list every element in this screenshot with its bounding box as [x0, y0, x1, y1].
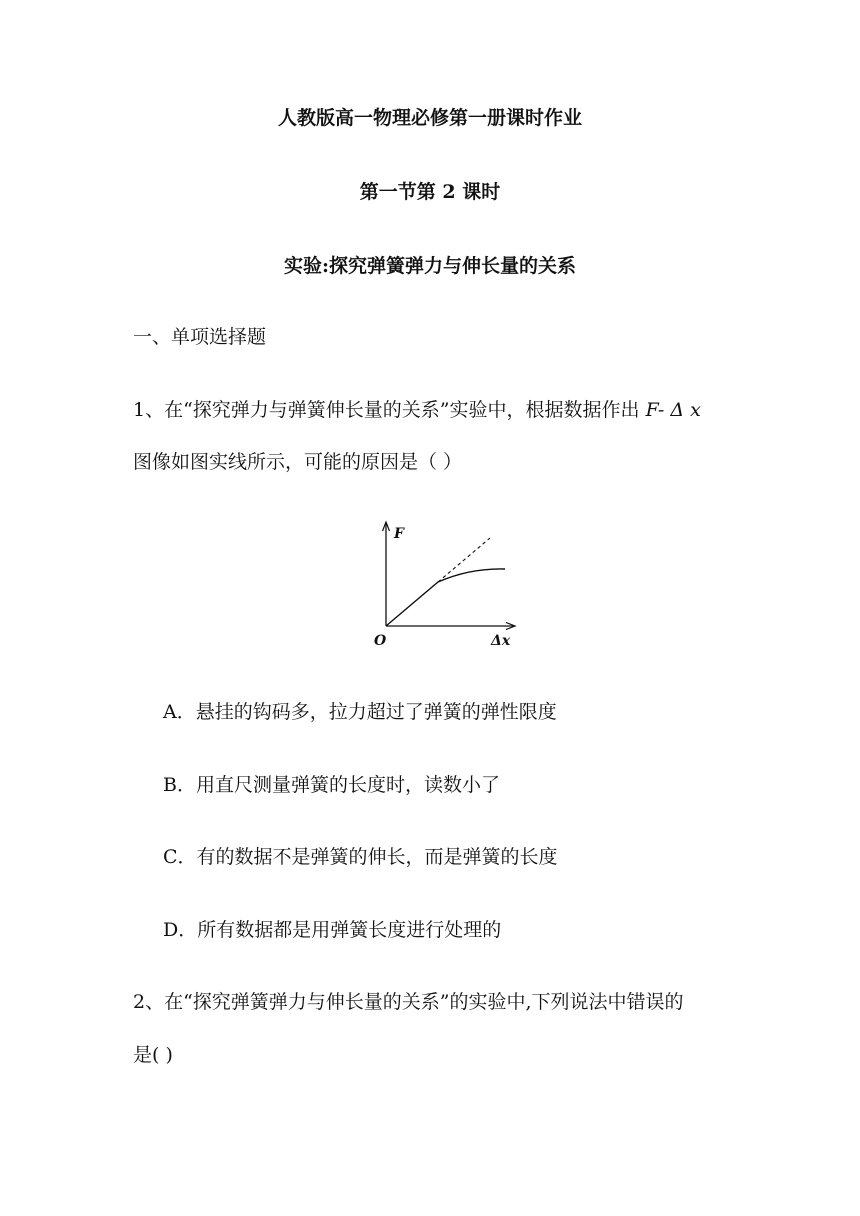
- measured-curve: [386, 569, 505, 626]
- topic-heading: 实验:探究弹簧弹力与伸长量的关系: [283, 255, 576, 277]
- question-1-stem-line-2: 图像如图实线所示，可能的原因是（ ）: [133, 451, 463, 473]
- question-2-stem-line-2: 是( ): [133, 1044, 173, 1066]
- option-c: C．有的数据不是弹簧的伸长，而是弹簧的长度: [163, 846, 558, 868]
- question-2-stem-line-1: 2、在“探究弹簧弹力与伸长量的关系”的实验中,下列说法中错误的: [133, 991, 684, 1013]
- option-a: A．悬挂的钩码多，拉力超过了弹簧的弹性限度: [163, 701, 557, 723]
- question-1-stem-line-1: [133, 398, 701, 422]
- graph-svg: [370, 518, 520, 650]
- y-axis-label: F: [394, 526, 404, 542]
- option-b: B．用直尺测量弹簧的长度时，读数小了: [163, 774, 500, 796]
- force-extension-graph: [370, 518, 520, 650]
- x-axis-label: Δx: [491, 633, 511, 649]
- option-d: D．所有数据都是用弹簧长度进行处理的: [163, 919, 502, 941]
- section-heading: 一、单项选择题: [133, 326, 267, 348]
- question-1-text: 1、在“探究弹力与弹簧伸长量的关系”实验中，根据数据作出: [133, 399, 646, 421]
- origin-label: O: [374, 633, 387, 649]
- document-title: 人教版高一物理必修第一册课时作业: [277, 107, 582, 129]
- question-1-variable: F- Δ x: [645, 399, 701, 421]
- ideal-linear-extension: [438, 538, 490, 582]
- lesson-heading: 第一节第 2 课时: [359, 181, 501, 203]
